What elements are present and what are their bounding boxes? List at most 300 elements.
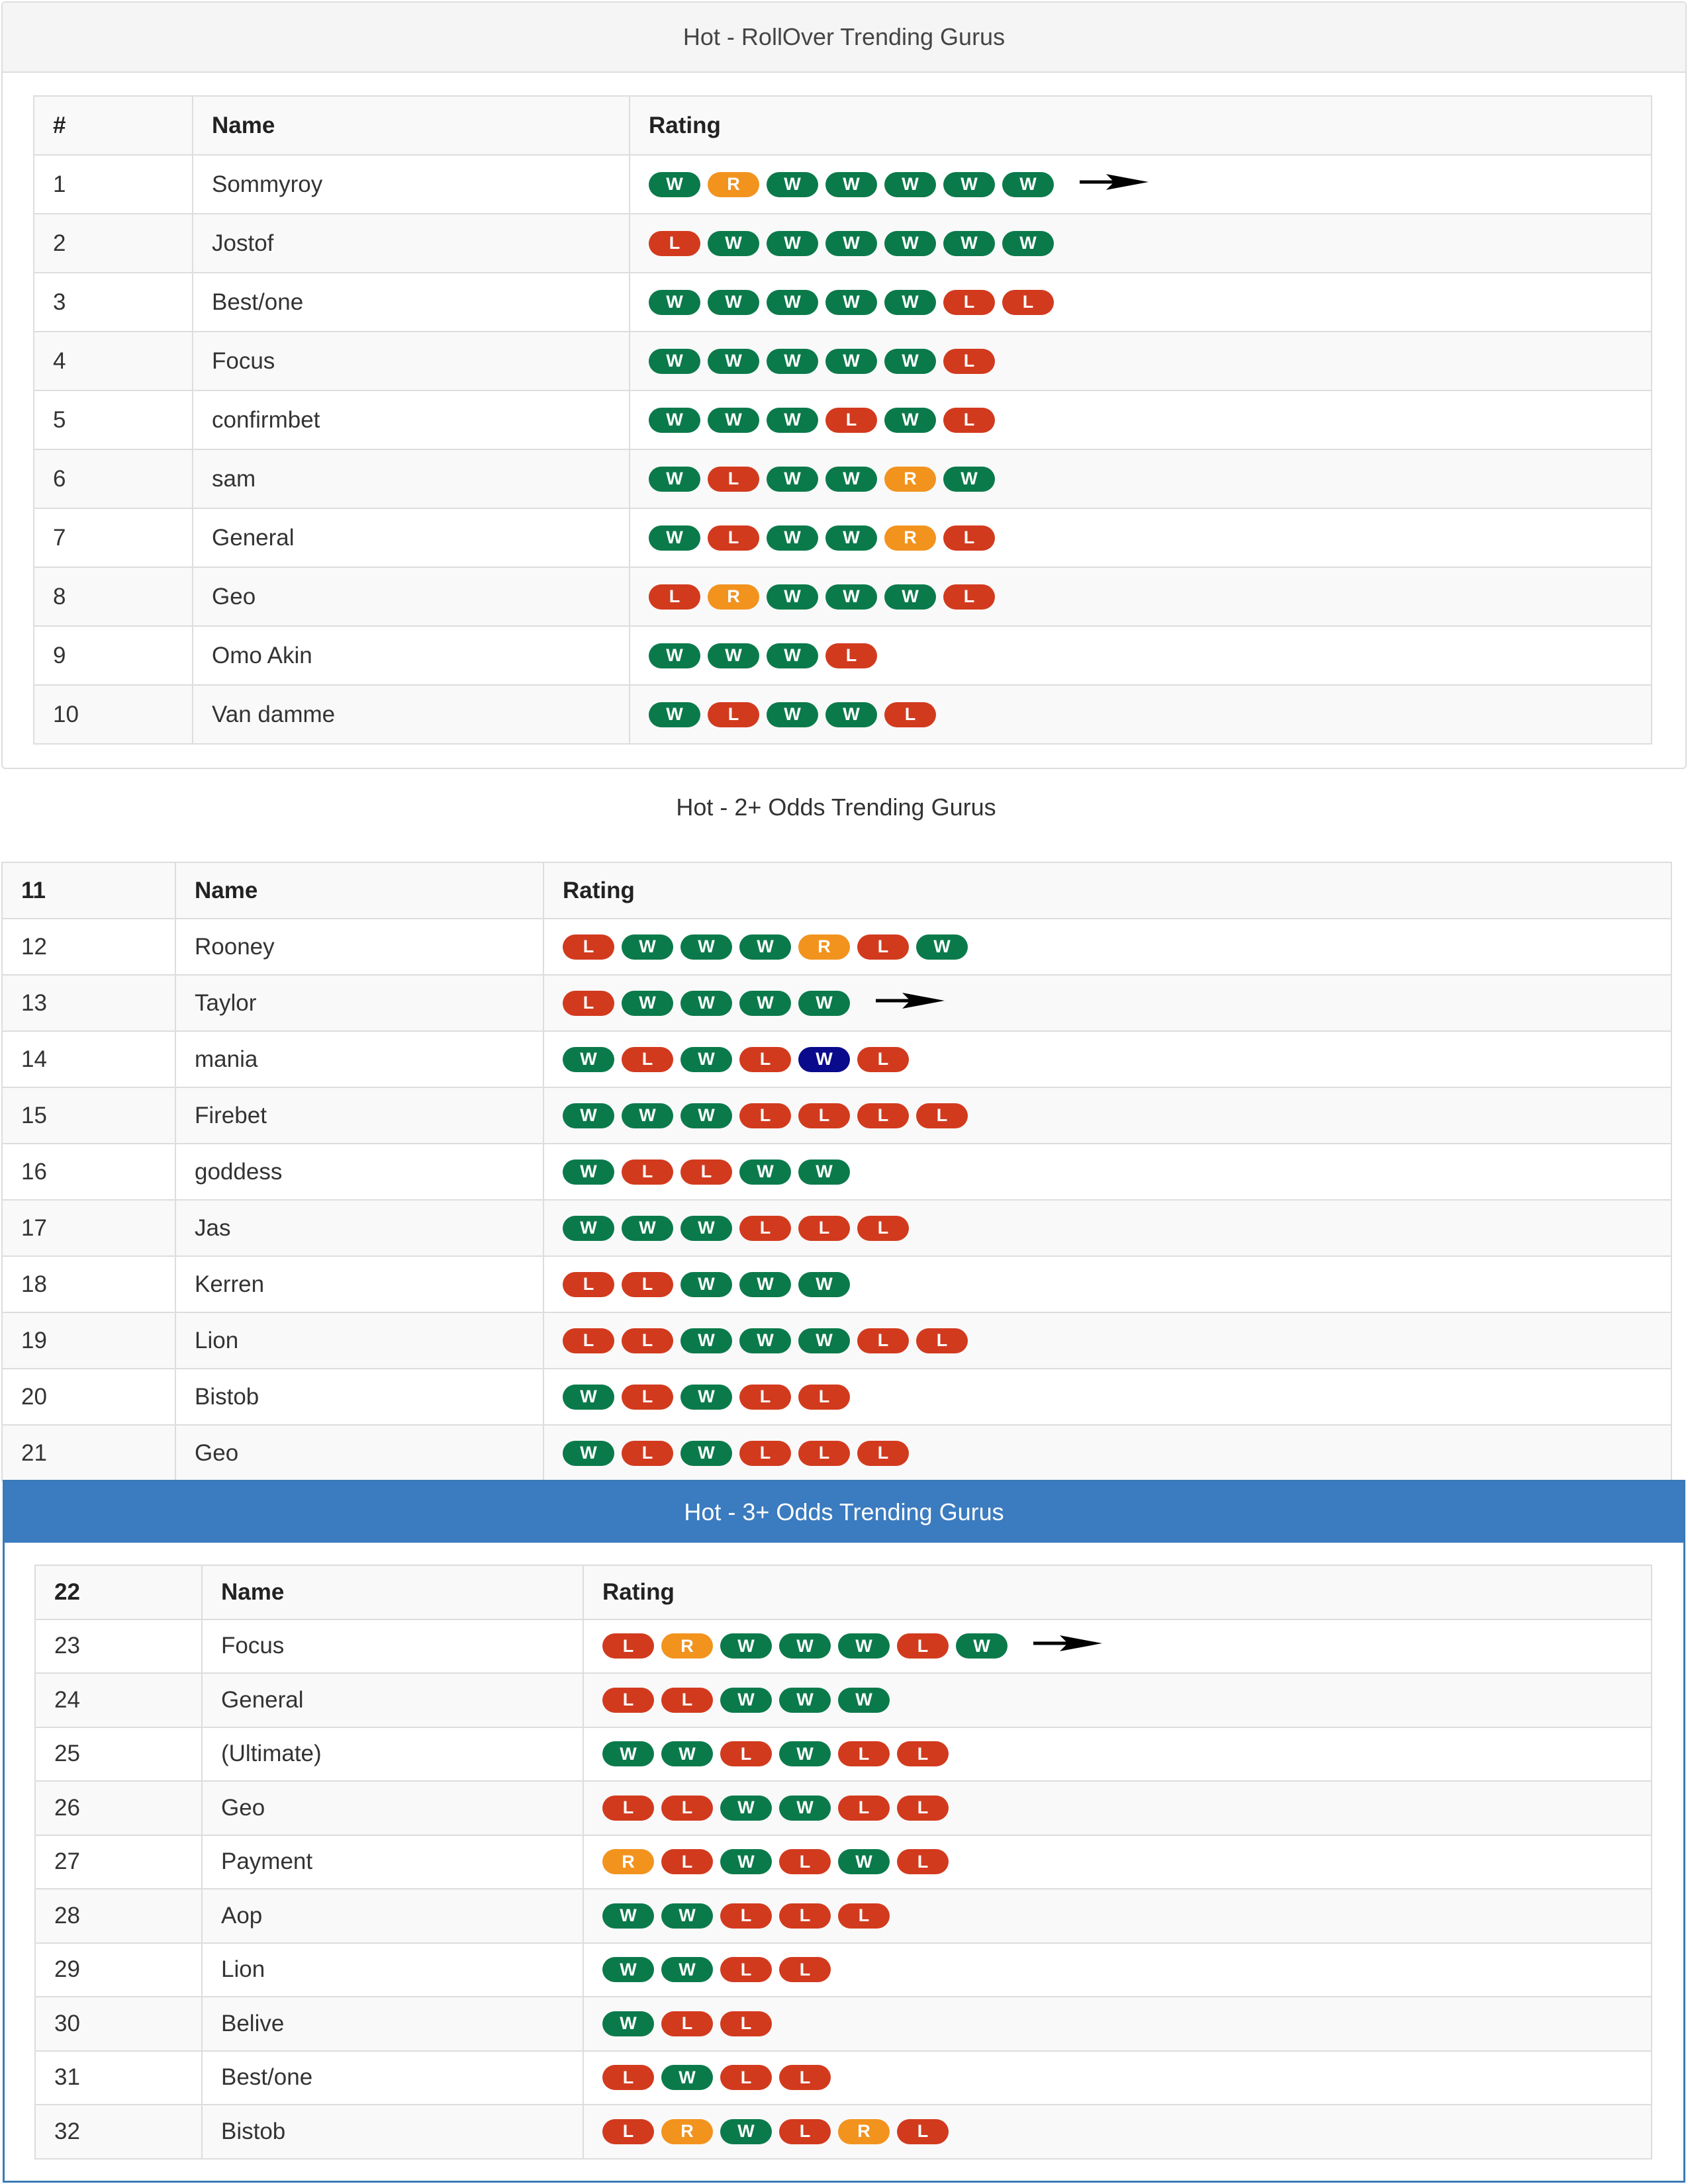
win-badge: W	[884, 172, 936, 197]
rating-cell	[543, 1200, 1671, 1256]
guru-name[interactable]: Jas	[175, 1200, 543, 1256]
loss-badge: L	[825, 408, 877, 433]
win-badge: W	[884, 349, 936, 374]
table-row[interactable]	[2, 919, 1671, 975]
loss-badge: L	[739, 1047, 791, 1072]
rank-cell: 24	[35, 1673, 202, 1727]
win-badge: W	[649, 467, 700, 492]
loss-badge: L	[661, 1849, 713, 1874]
table-row[interactable]	[2, 1144, 1671, 1200]
loss-badge: L	[602, 2065, 654, 2090]
win-badge: W	[661, 2065, 713, 2090]
win-badge: W	[884, 584, 936, 610]
guru-name[interactable]: mania	[175, 1031, 543, 1087]
win-badge: W	[622, 991, 673, 1016]
guru-name[interactable]: Jostof	[193, 214, 630, 273]
rank-cell: 19	[2, 1312, 175, 1369]
table-row[interactable]	[35, 2105, 1652, 2159]
win-badge: W	[649, 702, 700, 727]
refund-badge: R	[838, 2119, 890, 2144]
column-header-name: Name	[202, 1565, 583, 1619]
rank-cell: 20	[2, 1369, 175, 1425]
rating-cell	[630, 449, 1652, 508]
win-badge: W	[720, 1633, 772, 1659]
rating-cell	[630, 332, 1652, 390]
table-header-row	[34, 96, 1652, 155]
table-row[interactable]	[35, 1889, 1652, 1943]
loss-badge: L	[622, 1441, 673, 1466]
rating-cell	[583, 1997, 1652, 2051]
rank-cell: 15	[2, 1087, 175, 1144]
table-row[interactable]	[2, 1031, 1671, 1087]
guru-name[interactable]: Lion	[175, 1312, 543, 1369]
column-header-num: 22	[35, 1565, 202, 1619]
table-row[interactable]	[34, 332, 1652, 390]
win-badge: W	[767, 290, 818, 315]
win-badge: W	[708, 231, 759, 256]
table-header-row	[35, 1565, 1652, 1619]
win-badge: W	[649, 643, 700, 668]
loss-badge: L	[838, 1903, 890, 1929]
table-row[interactable]	[2, 975, 1671, 1031]
loss-badge: L	[897, 1849, 949, 1874]
table-row[interactable]	[34, 214, 1652, 273]
loss-badge: L	[622, 1047, 673, 1072]
win-badge: W	[767, 231, 818, 256]
rating-cell	[543, 1087, 1671, 1144]
rating-cell	[630, 626, 1652, 685]
win-badge: W	[602, 1957, 654, 1982]
win-badge: W	[708, 408, 759, 433]
loss-badge: L	[563, 991, 614, 1016]
rating-cell	[630, 508, 1652, 567]
table-row[interactable]	[35, 1943, 1652, 1997]
loss-badge: L	[857, 1047, 909, 1072]
win-badge: W	[602, 1903, 654, 1929]
win-badge: W	[767, 702, 818, 727]
win-badge: W	[649, 408, 700, 433]
win-badge: W	[825, 349, 877, 374]
table-row[interactable]	[2, 1256, 1671, 1312]
arrow-right-icon	[1033, 1633, 1102, 1659]
panel-title: Hot - 3+ Odds Trending Gurus	[5, 1482, 1683, 1543]
loss-badge: L	[943, 349, 995, 374]
loss-badge: L	[739, 1103, 791, 1128]
win-badge: W	[798, 1272, 850, 1297]
guru-name[interactable]: Firebet	[175, 1087, 543, 1144]
column-header-name: Name	[193, 96, 630, 155]
loss-badge: L	[779, 1849, 831, 1874]
rating-cell	[543, 975, 1671, 1031]
column-header-num: 11	[2, 862, 175, 919]
table-row[interactable]	[34, 567, 1652, 626]
rank-cell: 21	[2, 1425, 175, 1481]
win-badge: W	[798, 991, 850, 1016]
loss-badge: L	[661, 1688, 713, 1713]
win-badge: W	[661, 1957, 713, 1982]
loss-badge: L	[857, 1216, 909, 1241]
loss-badge: L	[563, 934, 614, 960]
table-row[interactable]	[34, 685, 1652, 744]
arrow-right-icon	[876, 990, 945, 1017]
table-row[interactable]	[34, 508, 1652, 567]
win-badge: W	[767, 643, 818, 668]
rank-cell: 6	[34, 449, 193, 508]
loss-badge: L	[916, 1328, 968, 1353]
win-badge: W	[767, 467, 818, 492]
loss-badge: L	[661, 2011, 713, 2036]
guru-name[interactable]: sam	[193, 449, 630, 508]
guru-name[interactable]: Omo Akin	[193, 626, 630, 685]
rank-cell: 31	[35, 2051, 202, 2105]
win-badge: W	[661, 1903, 713, 1929]
rank-cell: 12	[2, 919, 175, 975]
guru-name[interactable]: Geo	[193, 567, 630, 626]
refund-badge: R	[884, 467, 936, 492]
win-badge: W	[838, 1633, 890, 1659]
win-badge: W	[767, 525, 818, 551]
rank-cell: 5	[34, 390, 193, 449]
win-badge: W	[798, 1160, 850, 1185]
win-badge: W	[884, 290, 936, 315]
table-row[interactable]	[34, 449, 1652, 508]
win-badge: W	[825, 231, 877, 256]
refund-badge: R	[602, 1849, 654, 1874]
loss-badge: L	[708, 525, 759, 551]
loss-badge: L	[739, 1385, 791, 1410]
guru-name[interactable]: General	[202, 1673, 583, 1727]
loss-badge: L	[897, 1796, 949, 1821]
loss-badge: L	[622, 1160, 673, 1185]
loss-badge: L	[943, 525, 995, 551]
table-row[interactable]	[2, 1369, 1671, 1425]
arrow-right-icon	[1080, 171, 1149, 198]
rating-cell	[543, 1312, 1671, 1369]
table-row[interactable]	[35, 1781, 1652, 1835]
guru-name[interactable]: (Ultimate)	[202, 1727, 583, 1782]
guru-name[interactable]: Geo	[175, 1425, 543, 1481]
table-row[interactable]	[34, 390, 1652, 449]
rating-cell	[583, 1943, 1652, 1997]
win-badge: W	[563, 1385, 614, 1410]
loss-badge: L	[943, 290, 995, 315]
guru-name[interactable]: Rooney	[175, 919, 543, 975]
win-badge: W	[622, 934, 673, 960]
loss-badge: L	[779, 2119, 831, 2144]
rank-cell: 2	[34, 214, 193, 273]
loss-badge: L	[897, 1741, 949, 1766]
guru-name[interactable]: Geo	[202, 1781, 583, 1835]
rating-cell	[583, 1619, 1652, 1674]
win-badge: W	[720, 1796, 772, 1821]
rank-cell: 8	[34, 567, 193, 626]
guru-name[interactable]: confirmbet	[193, 390, 630, 449]
rating-cell	[543, 919, 1671, 975]
win-badge: W	[943, 231, 995, 256]
win-badge: W	[563, 1103, 614, 1128]
table-row[interactable]	[34, 155, 1652, 214]
win-badge: W	[602, 2011, 654, 2036]
loss-badge: L	[857, 934, 909, 960]
table-row[interactable]	[2, 1200, 1671, 1256]
loss-badge: L	[739, 1216, 791, 1241]
win-badge: W	[779, 1688, 831, 1713]
table-row[interactable]	[35, 2051, 1652, 2105]
loss-badge: L	[720, 1957, 772, 1982]
win-badge: W	[739, 1272, 791, 1297]
win-badge: W	[825, 172, 877, 197]
win-badge: W	[563, 1441, 614, 1466]
loss-badge: L	[838, 1741, 890, 1766]
rank-cell: 17	[2, 1200, 175, 1256]
refund-badge: R	[708, 172, 759, 197]
win-badge: W	[838, 1688, 890, 1713]
rating-cell	[630, 214, 1652, 273]
table-row[interactable]	[35, 1727, 1652, 1782]
column-header-rating: Rating	[583, 1565, 1652, 1619]
table-row[interactable]	[35, 1619, 1652, 1674]
guru-name[interactable]: Aop	[202, 1889, 583, 1943]
win-badge: W	[825, 525, 877, 551]
loss-badge: L	[943, 408, 995, 433]
loss-badge: L	[720, 1741, 772, 1766]
rating-cell	[583, 1889, 1652, 1943]
win-badge: W	[767, 172, 818, 197]
panel-title: Hot - RollOver Trending Gurus	[3, 3, 1685, 73]
win-badge: W	[661, 1741, 713, 1766]
win-badge: W	[739, 991, 791, 1016]
loss-badge: L	[661, 1796, 713, 1821]
win-badge: W	[779, 1633, 831, 1659]
loss-badge: L	[897, 1633, 949, 1659]
loss-badge: L	[708, 702, 759, 727]
column-header-rating: Rating	[543, 862, 1671, 919]
guru-name[interactable]: goddess	[175, 1144, 543, 1200]
win-badge: W	[884, 231, 936, 256]
panel-title: Hot - 2+ Odds Trending Gurus	[676, 794, 996, 821]
win-badge: W	[680, 1103, 732, 1128]
win-badge: W	[916, 934, 968, 960]
rank-cell: 29	[35, 1943, 202, 1997]
rank-cell: 26	[35, 1781, 202, 1835]
loss-badge: L	[622, 1385, 673, 1410]
table-row[interactable]	[2, 1312, 1671, 1369]
refund-badge: R	[884, 525, 936, 551]
table-header-row	[2, 862, 1671, 919]
win-badge: W	[680, 991, 732, 1016]
refund-badge: R	[798, 934, 850, 960]
rank-cell: 9	[34, 626, 193, 685]
win-badge: W	[779, 1741, 831, 1766]
table-row[interactable]	[35, 1835, 1652, 1889]
rank-cell: 30	[35, 1997, 202, 2051]
loss-badge: L	[602, 2119, 654, 2144]
loss-badge: L	[857, 1103, 909, 1128]
rank-cell: 25	[35, 1727, 202, 1782]
win-badge: W	[680, 1328, 732, 1353]
guru-name[interactable]: Lion	[202, 1943, 583, 1997]
win-badge: W	[649, 290, 700, 315]
win-badge: W	[602, 1741, 654, 1766]
rank-cell: 1	[34, 155, 193, 214]
win-badge: W	[649, 172, 700, 197]
table-row[interactable]	[2, 1425, 1671, 1481]
guru-name[interactable]: Focus	[193, 332, 630, 390]
win-badge: W	[884, 408, 936, 433]
guru-name[interactable]: Bistob	[202, 2105, 583, 2159]
rank-cell: 13	[2, 975, 175, 1031]
win-badge: W	[798, 1328, 850, 1353]
rank-cell: 28	[35, 1889, 202, 1943]
rating-cell	[543, 1144, 1671, 1200]
two-odds-table	[1, 862, 1672, 1482]
loss-badge: L	[838, 1796, 890, 1821]
guru-name[interactable]: Best/one	[193, 273, 630, 332]
guru-name[interactable]: Van damme	[193, 685, 630, 744]
rating-cell	[630, 685, 1652, 744]
column-header-num: #	[34, 96, 193, 155]
rating-cell	[583, 1835, 1652, 1889]
rating-cell	[583, 1727, 1652, 1782]
rank-cell: 18	[2, 1256, 175, 1312]
win-badge: W	[680, 1441, 732, 1466]
rating-cell	[630, 155, 1652, 214]
rank-cell: 32	[35, 2105, 202, 2159]
win-badge: W	[779, 1796, 831, 1821]
guru-name[interactable]: Payment	[202, 1835, 583, 1889]
column-header-name: Name	[175, 862, 543, 919]
win-badge: W	[708, 349, 759, 374]
win-badge: W	[825, 584, 877, 610]
table-row[interactable]	[35, 1673, 1652, 1727]
rating-cell	[543, 1031, 1671, 1087]
win-badge: W	[739, 1328, 791, 1353]
table-row[interactable]	[2, 1087, 1671, 1144]
loss-badge: L	[720, 2011, 772, 2036]
refund-badge: R	[661, 2119, 713, 2144]
win-badge: W	[943, 467, 995, 492]
win-badge: W	[739, 1160, 791, 1185]
loss-badge: L	[825, 643, 877, 668]
loss-badge: L	[897, 2119, 949, 2144]
win-badge: W	[708, 290, 759, 315]
loss-badge: L	[857, 1328, 909, 1353]
rank-cell: 4	[34, 332, 193, 390]
guru-name[interactable]: Focus	[202, 1619, 583, 1674]
rating-cell	[543, 1256, 1671, 1312]
win-badge: W	[1002, 231, 1054, 256]
win-badge: W	[720, 2119, 772, 2144]
loss-badge: L	[602, 1688, 654, 1713]
rating-cell	[583, 2105, 1652, 2159]
loss-badge: L	[884, 702, 936, 727]
rank-cell: 3	[34, 273, 193, 332]
win-badge: W	[798, 1047, 850, 1072]
win-badge: W	[825, 467, 877, 492]
loss-badge: L	[720, 2065, 772, 2090]
loss-badge: L	[857, 1441, 909, 1466]
win-badge: W	[680, 1385, 732, 1410]
rank-cell: 16	[2, 1144, 175, 1200]
win-badge: W	[767, 584, 818, 610]
rank-cell: 27	[35, 1835, 202, 1889]
loss-badge: L	[602, 1633, 654, 1659]
win-badge: W	[680, 1272, 732, 1297]
table-row[interactable]	[34, 626, 1652, 685]
win-badge: W	[825, 290, 877, 315]
win-badge: W	[720, 1688, 772, 1713]
loss-badge: L	[798, 1216, 850, 1241]
win-badge: W	[1002, 172, 1054, 197]
win-badge: W	[767, 408, 818, 433]
loss-badge: L	[798, 1441, 850, 1466]
rank-cell: 14	[2, 1031, 175, 1087]
loss-badge: L	[563, 1328, 614, 1353]
win-badge: W	[943, 172, 995, 197]
win-badge: W	[563, 1216, 614, 1241]
rating-cell	[630, 390, 1652, 449]
rank-cell: 7	[34, 508, 193, 567]
column-header-rating: Rating	[630, 96, 1652, 155]
guru-name[interactable]: Taylor	[175, 975, 543, 1031]
loss-badge: L	[708, 467, 759, 492]
table-row[interactable]	[34, 273, 1652, 332]
loss-badge: L	[680, 1160, 732, 1185]
guru-name[interactable]: Best/one	[202, 2051, 583, 2105]
guru-name[interactable]: Sommyroy	[193, 155, 630, 214]
guru-name[interactable]: General	[193, 508, 630, 567]
loss-badge: L	[779, 1903, 831, 1929]
rating-cell	[583, 1781, 1652, 1835]
win-badge: W	[622, 1103, 673, 1128]
win-badge: W	[720, 1849, 772, 1874]
loss-badge: L	[720, 1903, 772, 1929]
loss-badge: L	[622, 1272, 673, 1297]
win-badge: W	[708, 643, 759, 668]
rank-cell: 10	[34, 685, 193, 744]
loss-badge: L	[1002, 290, 1054, 315]
win-badge: W	[563, 1047, 614, 1072]
loss-badge: L	[739, 1441, 791, 1466]
guru-name[interactable]: Bistob	[175, 1369, 543, 1425]
three-odds-table	[34, 1565, 1652, 2160]
refund-badge: R	[708, 584, 759, 610]
win-badge: W	[767, 349, 818, 374]
loss-badge: L	[798, 1103, 850, 1128]
win-badge: W	[649, 349, 700, 374]
rating-cell	[543, 1425, 1671, 1481]
loss-badge: L	[649, 231, 700, 256]
rating-cell	[583, 2051, 1652, 2105]
refund-badge: R	[661, 1633, 713, 1659]
guru-name[interactable]: Kerren	[175, 1256, 543, 1312]
loss-badge: L	[779, 1957, 831, 1982]
guru-name[interactable]: Belive	[202, 1997, 583, 2051]
win-badge: W	[680, 934, 732, 960]
loss-badge: L	[798, 1385, 850, 1410]
loss-badge: L	[649, 584, 700, 610]
win-badge: W	[838, 1849, 890, 1874]
rating-cell	[543, 1369, 1671, 1425]
rollover-table	[33, 95, 1652, 745]
loss-badge: L	[622, 1328, 673, 1353]
win-badge: W	[680, 1047, 732, 1072]
loss-badge: L	[779, 2065, 831, 2090]
win-badge: W	[956, 1633, 1008, 1659]
rating-cell	[583, 1673, 1652, 1727]
table-row[interactable]	[35, 1997, 1652, 2051]
win-badge: W	[622, 1216, 673, 1241]
